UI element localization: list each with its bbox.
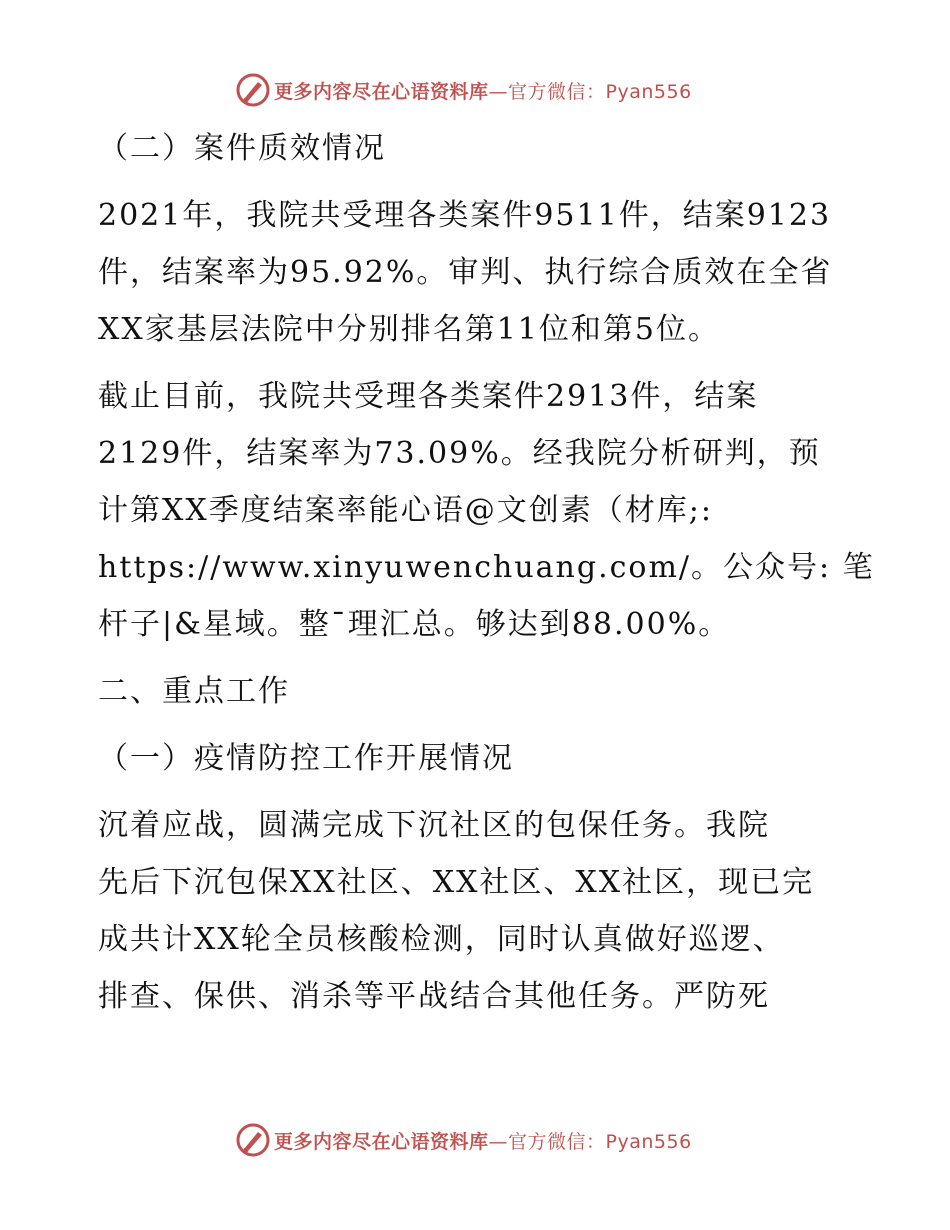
watermark-text: 更多内容尽在心语资料库—官方微信：Pyan556 (274, 80, 692, 103)
paragraph-case-stats-2021 (98, 187, 858, 358)
text-line: 2129件，结案率为73.09%。经我院分析研判，预 (98, 436, 821, 471)
text-line: 排查、保供、消杀等平战结合其他任务。严防死 (98, 979, 770, 1014)
pen-logo-icon (236, 73, 270, 107)
paragraph-epidemic-control (98, 797, 858, 1025)
pen-logo-icon (236, 1123, 270, 1157)
text-line: 二、重点工作 (98, 674, 290, 709)
subsection-heading (98, 730, 858, 787)
footer-watermark (236, 1122, 692, 1158)
watermark-text: 更多内容尽在心语资料库—官方微信：Pyan556 (274, 1130, 692, 1153)
text-line: （一）疫情防控工作开展情况 (98, 741, 514, 776)
text-line: 2021年，我院共受理各类案件9511件，结案9123 (98, 198, 832, 233)
section-heading (98, 120, 858, 177)
text-line: XX家基层法院中分别排名第11位和第5位。 (98, 312, 720, 347)
text-line: 杆子|&星域。整¯理汇总。够达到88.00%。 (98, 607, 731, 642)
document-body (98, 120, 875, 1025)
text-line: 先后下沉包保XX社区、XX社区、XX社区，现已完 (98, 865, 815, 900)
text-line: （二）案件质效情况 (98, 131, 386, 166)
text-line: 成共计XX轮全员核酸检测，同时认真做好巡逻、 (98, 922, 785, 957)
text-line: 截止目前，我院共受理各类案件2913件，结案 (98, 379, 759, 414)
section-heading (98, 663, 858, 720)
text-line: 件，结案率为95.92%。审判、执行综合质效在全省 (98, 255, 833, 290)
text-line: https://www.xinyuwenchuang.com/。公众号: 笔 (98, 550, 875, 585)
text-line: 沉着应战，圆满完成下沉社区的包保任务。我院 (98, 808, 770, 843)
header-watermark (236, 72, 692, 108)
text-line: 计第XX季度结案率能心语@文创素（材库;: (98, 493, 713, 528)
paragraph-case-stats-current (98, 368, 875, 653)
